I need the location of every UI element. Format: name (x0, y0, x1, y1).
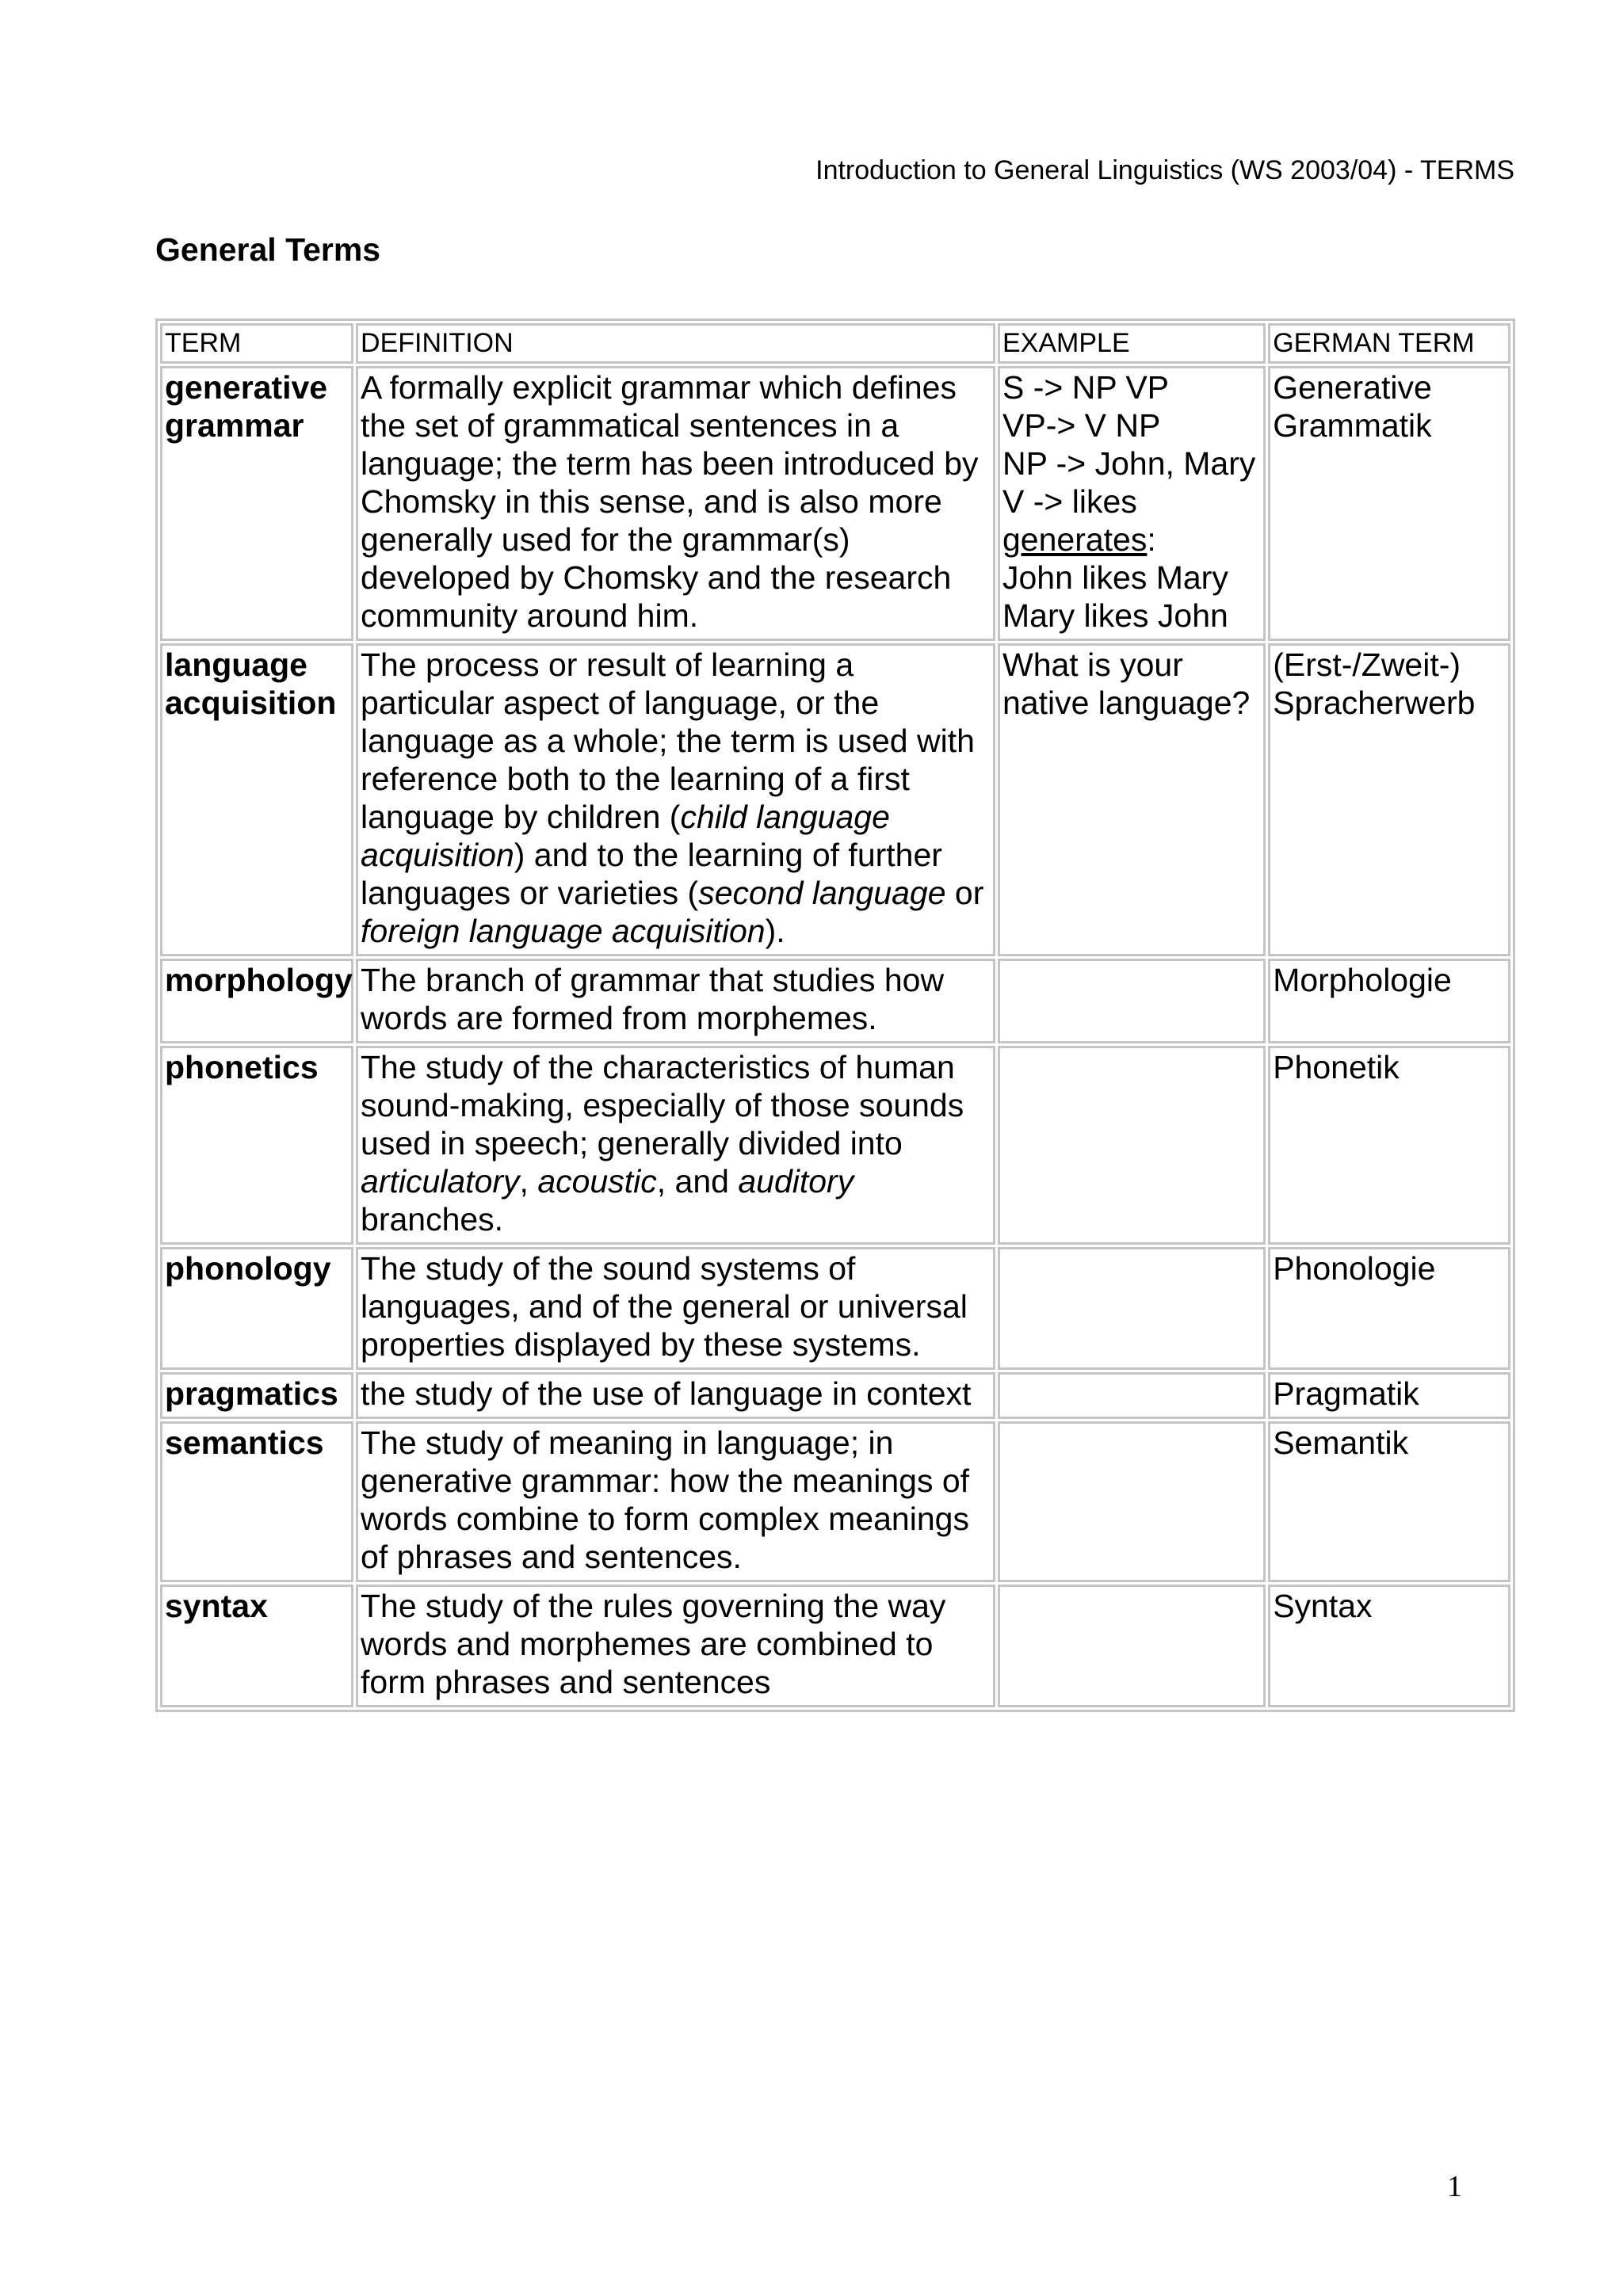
text-run: , and (656, 1163, 739, 1199)
text-run: : John likes Mary Mary likes John (1002, 521, 1228, 634)
text-run: articulatory (361, 1163, 520, 1199)
german-term-cell: Generative Grammatik (1268, 366, 1510, 641)
definition-cell (356, 1046, 995, 1245)
example-cell (998, 1046, 1266, 1245)
text-run: The study of the rules governing the way words and morphemes are combined to form phrases and sentences (361, 1588, 946, 1700)
german-term-cell: Morphologie (1268, 959, 1510, 1043)
column-header-definition: DEFINITION (356, 323, 995, 364)
term-cell: pragmatics (160, 1372, 353, 1419)
example-cell (998, 959, 1266, 1043)
german-term-cell: Syntax (1268, 1585, 1510, 1707)
section-title: General Terms (155, 231, 381, 268)
table-row (160, 959, 1510, 1043)
text-run: acoustic (537, 1163, 657, 1199)
german-term-cell: Pragmatik (1268, 1372, 1510, 1419)
table-row (160, 1421, 1510, 1582)
german-term-cell: (Erst-/Zweit-) Spracherwerb (1268, 643, 1510, 956)
text-run: auditory (738, 1163, 854, 1199)
term-cell: morphology (160, 959, 353, 1043)
text-run: child language acquisition (361, 799, 890, 873)
table-header-row (160, 323, 1510, 364)
table-row (160, 1372, 1510, 1419)
example-cell (998, 366, 1266, 641)
text-run: the study of the use of language in context (361, 1375, 972, 1412)
term-cell: phonology (160, 1247, 353, 1370)
example-cell (998, 1247, 1266, 1370)
definition-cell (356, 643, 995, 956)
term-cell: language acquisition (160, 643, 353, 956)
column-header-example: EXAMPLE (998, 323, 1266, 364)
terms-table (155, 318, 1515, 1712)
column-header-german-term: GERMAN TERM (1268, 323, 1510, 364)
example-cell (998, 1585, 1266, 1707)
text-run: generates (1002, 521, 1148, 558)
definition-cell (356, 1421, 995, 1582)
page-number: 1 (1447, 2170, 1462, 2203)
column-header-term: TERM (160, 323, 353, 364)
text-run: , (519, 1163, 538, 1199)
table-row (160, 1247, 1510, 1370)
text-run: branches. (361, 1201, 504, 1238)
definition-cell (356, 1247, 995, 1370)
text-run: What is your native language? (1002, 646, 1251, 721)
text-run: The study of meaning in language; in generative grammar: how the meanings of words combine to form complex meanings of phrases and sentences. (361, 1425, 970, 1575)
definition-cell (356, 366, 995, 641)
example-cell (998, 1421, 1266, 1582)
example-cell (998, 1372, 1266, 1419)
term-cell: phonetics (160, 1046, 353, 1245)
table-row (160, 1585, 1510, 1707)
german-term-cell: Phonetik (1268, 1046, 1510, 1245)
text-run: The branch of grammar that studies how words are formed from morphemes. (361, 962, 945, 1036)
example-cell (998, 643, 1266, 956)
term-cell: semantics (160, 1421, 353, 1582)
text-run: The study of the sound systems of languages, and of the general or universal properties displayed by these systems. (361, 1250, 968, 1363)
term-cell: generative grammar (160, 366, 353, 641)
text-run: or (945, 875, 984, 911)
text-run: The study of the characteristics of human sound-making, especially of those sounds used in speech; generally divided into (361, 1049, 964, 1161)
terms-table-body (160, 366, 1510, 1707)
german-term-cell: Phonologie (1268, 1247, 1510, 1370)
definition-cell (356, 1585, 995, 1707)
table-row (160, 643, 1510, 956)
text-run: S -> NP VP VP-> V NP NP -> John, Mary V -> likes (1002, 369, 1256, 520)
table-row (160, 1046, 1510, 1245)
text-run: The process or result of learning a particular aspect of language, or the language as a whole; the term is used with reference both to the learning of a first language by children ( (361, 646, 975, 835)
text-run: second language (698, 875, 946, 911)
text-run: foreign language acquisition (361, 913, 766, 949)
text-run: A formally explicit grammar which defines the set of grammatical sentences in a language; the term has been introduced by Chomsky in this sense, and is also more generally used for the grammar(s) developed by Chomsky and the research community around him. (361, 369, 979, 634)
definition-cell (356, 959, 995, 1043)
text-run: ) and to the learning of further languages or varieties ( (361, 837, 942, 911)
running-header: Introduction to General Linguistics (WS 2003/04) - TERMS (815, 155, 1514, 185)
german-term-cell: Semantik (1268, 1421, 1510, 1582)
definition-cell (356, 1372, 995, 1419)
term-cell: syntax (160, 1585, 353, 1707)
text-run: ). (765, 913, 785, 949)
table-row (160, 366, 1510, 641)
